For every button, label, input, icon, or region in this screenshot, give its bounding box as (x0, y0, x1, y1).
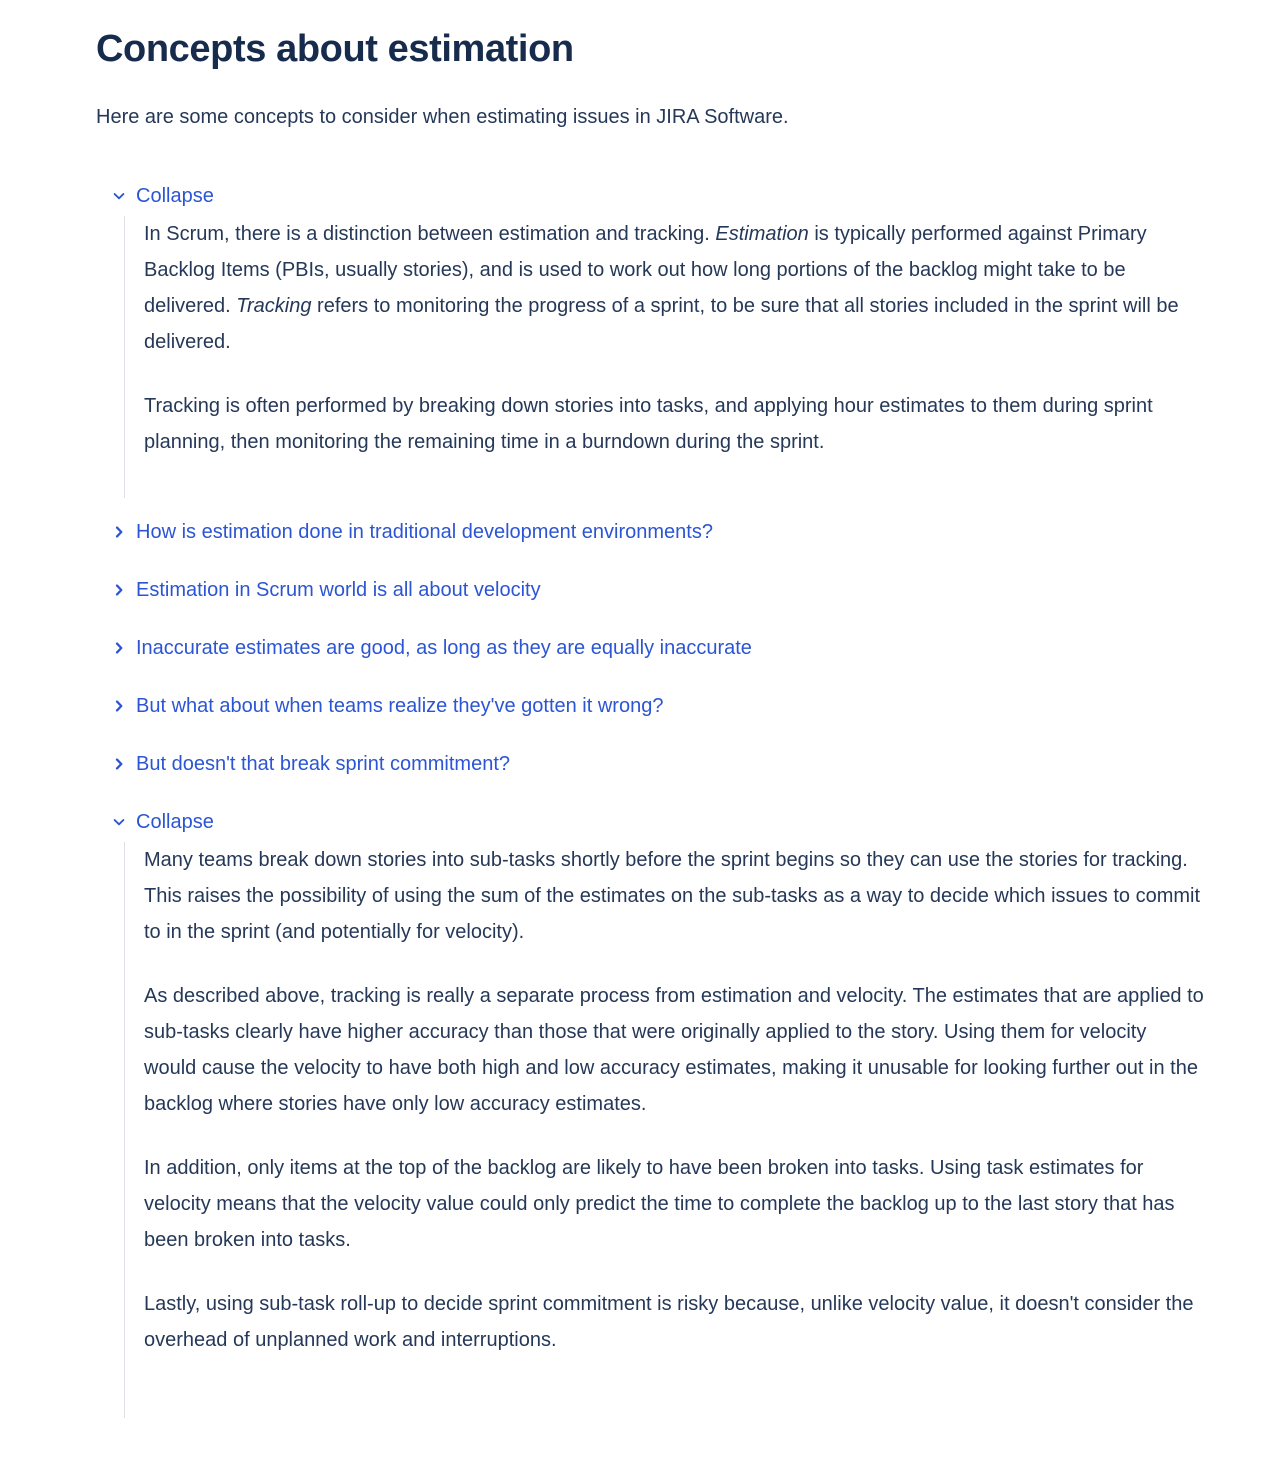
accordion-toggle-4[interactable] (96, 692, 1210, 720)
text-run: is typically performed against Primary Backlog Items (PBIs, usually stories), and is used to work out how long portions of the backlog might take to be delivered. (144, 223, 1147, 317)
accordion-toggle-6[interactable] (96, 808, 1210, 836)
paragraph (144, 388, 1209, 460)
accordion-item-3 (96, 634, 1210, 662)
accordion-toggle-1[interactable] (96, 518, 1210, 546)
page-intro-text: Here are some concepts to consider when estimating issues in JIRA Software. (96, 106, 789, 128)
accordion-body-6 (124, 842, 1204, 1418)
text-run: In Scrum, there is a distinction between estimation and tracking. (144, 223, 716, 245)
accordion-item-5 (96, 750, 1210, 778)
accordion-label-3: Inaccurate estimates are good, as long as they are equally inaccurate (136, 637, 752, 659)
accordion-label-1: How is estimation done in traditional development environments? (136, 521, 713, 543)
accordion-item-2 (96, 576, 1210, 604)
chevron-right-icon (112, 750, 126, 778)
chevron-right-icon (112, 634, 126, 662)
accordion-label-4: But what about when teams realize they've gotten it wrong? (136, 695, 664, 717)
text-run: In addition, only items at the top of the backlog are likely to have been broken into tasks. Using task estimates for velocity means that the velocity value could only predict the time to complete the backlog up to the last story that has been broken into tasks. (144, 1157, 1175, 1251)
chevron-right-icon (112, 518, 126, 546)
chevron-right-icon (112, 692, 126, 720)
accordion-label-6: Collapse (136, 811, 214, 833)
paragraph (144, 842, 1204, 950)
accordion-list (96, 182, 1210, 1418)
text-run: refers to monitoring the progress of a sprint, to be sure that all stories included in the sprint will be delivered. (144, 295, 1179, 353)
accordion-toggle-2[interactable] (96, 576, 1210, 604)
chevron-right-icon (112, 576, 126, 604)
accordion-toggle-3[interactable] (96, 634, 1210, 662)
paragraph (144, 1286, 1204, 1358)
chevron-down-icon (112, 182, 126, 210)
accordion-toggle-5[interactable] (96, 750, 1210, 778)
accordion-item-1 (96, 518, 1210, 546)
accordion-label-5: But doesn't that break sprint commitment? (136, 753, 510, 775)
text-run: Tracking is often performed by breaking down stories into tasks, and applying hour estimates to them during sprint planning, then monitoring the remaining time in a burndown during the sprint. (144, 395, 1153, 453)
accordion-label-2: Estimation in Scrum world is all about velocity (136, 579, 541, 601)
emphasis-run: Tracking (236, 295, 312, 317)
accordion-item-0 (96, 182, 1210, 498)
accordion-label-0: Collapse (136, 185, 214, 207)
text-run: Lastly, using sub-task roll-up to decide sprint commitment is risky because, unlike velocity value, it doesn't consider the overhead of unplanned work and interruptions. (144, 1293, 1194, 1351)
text-run: As described above, tracking is really a separate process from estimation and velocity. The estimates that are applied to sub-tasks clearly have higher accuracy than those that were originally applied to the story. Using them for velocity would cause the velocity to have both high and low accuracy estimates, making it unusable for looking further out in the backlog where stories have only low accuracy estimates. (144, 985, 1204, 1115)
paragraph (144, 216, 1209, 360)
text-run: Many teams break down stories into sub-tasks shortly before the sprint begins so they can use the stories for tracking. This raises the possibility of using the sum of the estimates on the sub-tasks as a way to decide which issues to commit to in the sprint (and potentially for velocity). (144, 849, 1201, 943)
paragraph (144, 1150, 1204, 1258)
emphasis-run: Estimation (715, 223, 809, 245)
chevron-down-icon (112, 808, 126, 836)
accordion-toggle-0[interactable] (96, 182, 1210, 210)
paragraph (144, 978, 1204, 1122)
page-title: Concepts about estimation (96, 28, 574, 70)
accordion-body-0 (124, 216, 1209, 498)
accordion-item-6 (96, 808, 1210, 1418)
accordion-item-4 (96, 692, 1210, 720)
